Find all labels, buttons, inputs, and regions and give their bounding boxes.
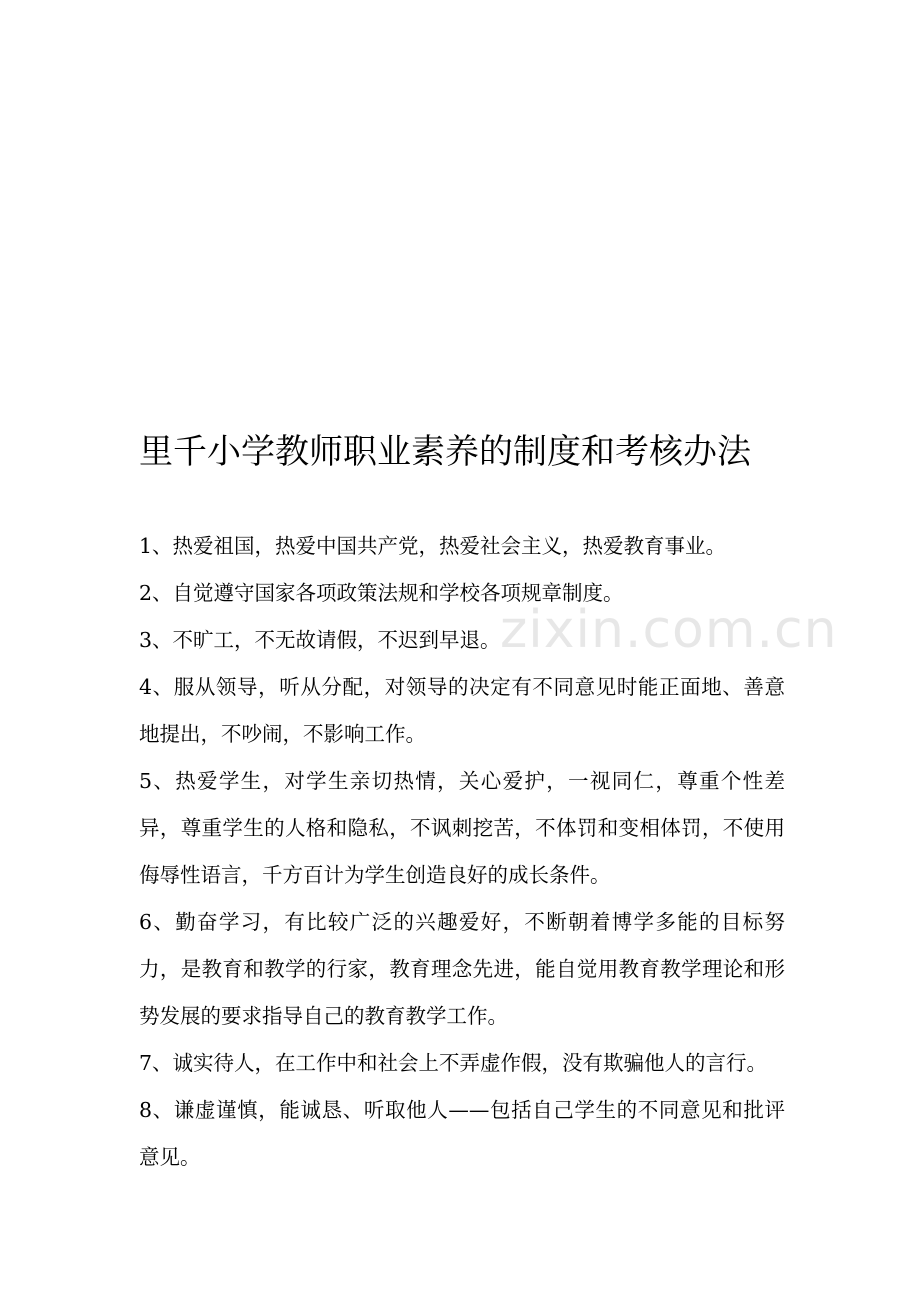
regulation-list	[139, 523, 785, 1181]
regulation-item-2: 2、自觉遵守国家各项政策法规和学校各项规章制度。	[139, 581, 624, 605]
regulation-item-3: 3、不旷工，不无故请假，不迟到早退。	[139, 628, 501, 652]
regulation-item-4: 4、服从领导，听从分配，对领导的决定有不同意见时能正面地、善意地提出，不吵闹，不影响工作。	[139, 675, 785, 746]
regulation-item-6: 6、勤奋学习，有比较广泛的兴趣爱好，不断朝着博学多能的目标努力，是教育和教学的行家，教育理念先进，能自觉用教育教学理论和形势发展的要求指导自己的教育教学工作。	[139, 910, 785, 1028]
document-title: 里千小学教师职业素养的制度和考核办法	[139, 432, 751, 472]
regulation-item-1: 1、热爱祖国，热爱中国共产党，热爱社会主义，热爱教育事业。	[139, 534, 727, 558]
regulation-item-5: 5、热爱学生，对学生亲切热情，关心爱护，一视同仁，尊重个性差异，尊重学生的人格和隐私，不讽刺挖苦，不体罚和变相体罚，不使用侮辱性语言，千方百计为学生创造良好的成长条件。	[139, 769, 785, 887]
watermark: zixin.com.cn	[500, 600, 838, 660]
regulation-item-7: 7、诚实待人，在工作中和社会上不弄虚作假，没有欺骗他人的言行。	[139, 1051, 768, 1075]
regulation-item-8: 8、谦虚谨慎，能诚恳、听取他人——包括自己学生的不同意见和批评意见。	[139, 1098, 785, 1169]
